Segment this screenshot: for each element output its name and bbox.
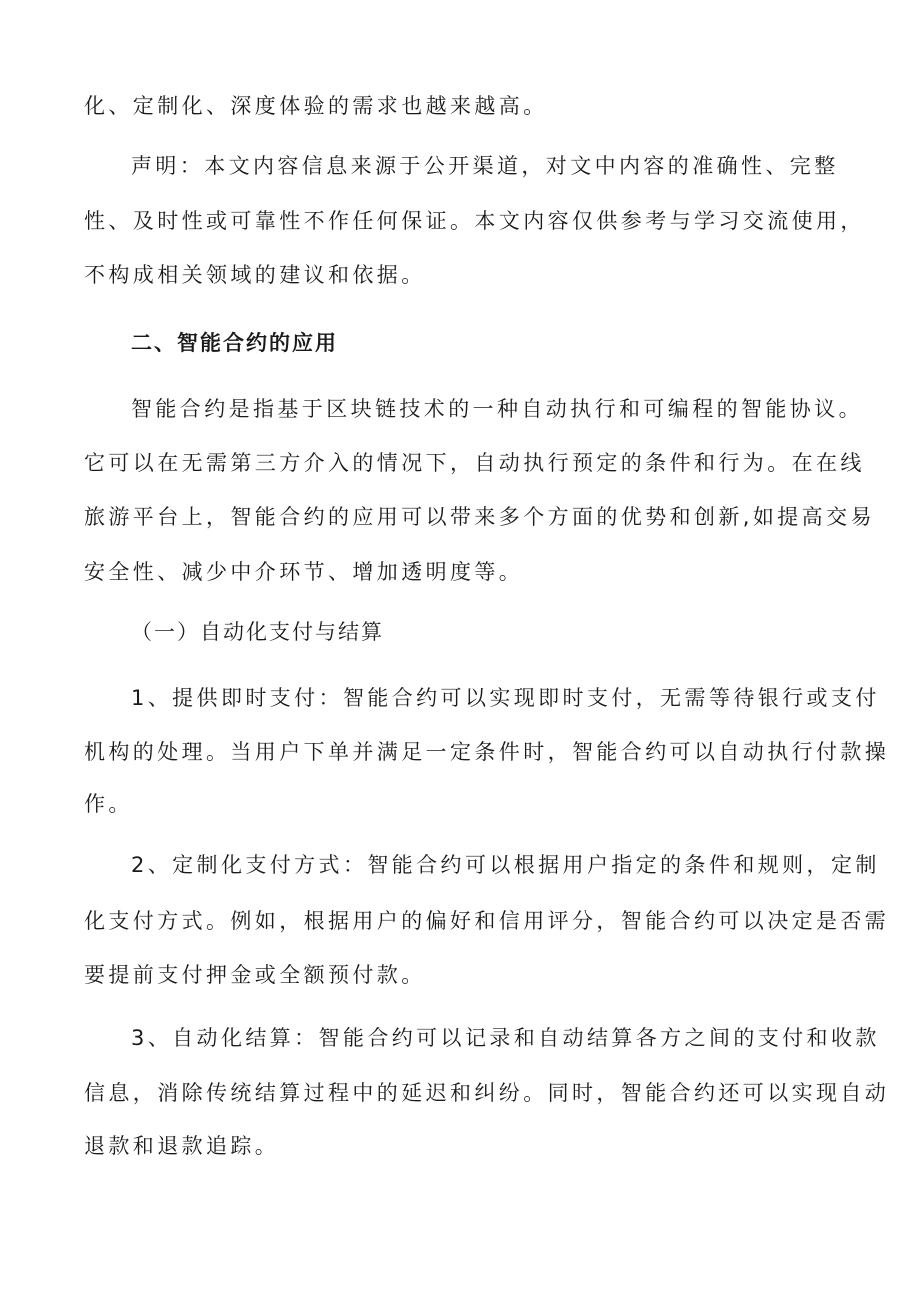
disclaimer-line-3: 不构成相关领域的建议和依据。: [84, 263, 426, 287]
item-1-line-2: 机构的处理。当用户下单并满足一定条件时，智能合约可以自动执行付款操: [84, 740, 890, 764]
item-3-line-1: 3、自动化结算：智能合约可以记录和自动结算各方之间的支付和收款: [131, 1026, 880, 1050]
item-2-line-3: 要提前支付押金或全额预付款。: [84, 963, 426, 987]
item-2-line-2: 化支付方式。例如，根据用户的偏好和信用评分，智能合约可以决定是否需: [84, 909, 890, 933]
paragraph-continuation: 化、定制化、深度体验的需求也越来越高。: [84, 94, 548, 118]
intro-line-2: 它可以在无需第三方介入的情况下，自动执行预定的条件和行为。在在线: [84, 451, 865, 475]
item-1-line-3: 作。: [84, 792, 133, 816]
subsection-heading: （一）自动化支付与结算: [131, 620, 384, 644]
intro-line-3: 旅游平台上，智能合约的应用可以带来多个方面的优势和创新,如提高交易: [84, 505, 875, 529]
item-3-line-3: 退款和退款追踪。: [84, 1134, 280, 1158]
disclaimer-line-2: 性、及时性或可靠性不作任何保证。本文内容仅供参考与学习交流使用，: [84, 209, 865, 233]
intro-line-4: 安全性、减少中介环节、增加透明度等。: [84, 560, 524, 584]
intro-line-1: 智能合约是指基于区块链技术的一种自动执行和可编程的智能协议。: [131, 397, 863, 421]
disclaimer-line-1: 声明：本文内容信息来源于公开渠道，对文中内容的准确性、完整: [131, 154, 839, 178]
item-1-line-1: 1、提供即时支付：智能合约可以实现即时支付，无需等待银行或支付: [131, 686, 880, 710]
item-2-line-1: 2、定制化支付方式：智能合约可以根据用户指定的条件和规则，定制: [131, 853, 880, 877]
section-heading: 二、智能合约的应用: [131, 331, 338, 355]
item-3-line-2: 信息，消除传统结算过程中的延迟和纠纷。同时，智能合约还可以实现自动: [84, 1081, 890, 1105]
